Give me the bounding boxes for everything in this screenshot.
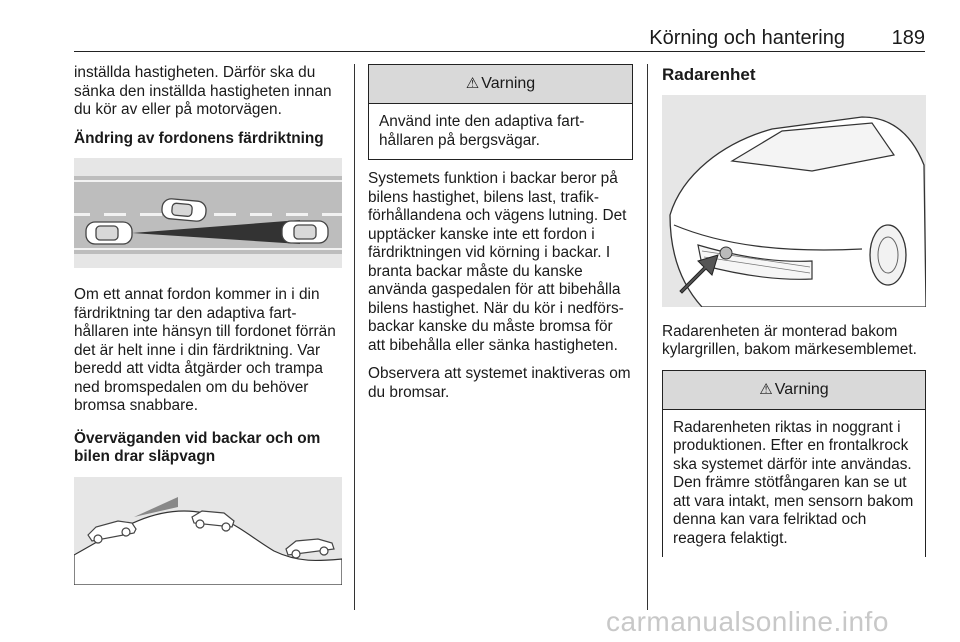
radar-location-paragraph: Radarenheten är monterad bakom kylargrillen, bakom märkesemblemet. [662, 322, 917, 358]
warning-box-radar-alignment [662, 370, 926, 558]
section-heading-direction-change: Ändring av fordonens färdriktning [74, 129, 324, 147]
section-heading-hills: Överväganden vid backar och om bilen drar släpvagn [74, 429, 321, 465]
warning-triangle-icon: ⚠ [759, 380, 773, 398]
direction-change-paragraph: Om ett annat fordon kommer in i din färdriktning tar den adaptiva farthållaren inte hänsyn till fordonet förrän det är helt inne i din färdriktning. Var beredd att vidta åtgärder och trampa ned bromspedalen om du behöver bromsa snabbare. [74, 286, 336, 414]
warning-header [369, 65, 632, 104]
watermark-text: carmanualsonline.info [606, 606, 889, 637]
car-merging [161, 198, 207, 222]
column-divider-2 [647, 64, 648, 610]
column-divider-1 [354, 64, 355, 610]
warning-triangle-icon: ⚠ [465, 75, 480, 92]
page-header [74, 27, 925, 52]
page-title: Körning och hantering [649, 27, 845, 49]
lane-change-illustration [74, 158, 342, 268]
column-1 [74, 64, 342, 585]
column-2 [368, 64, 633, 412]
warning-header [663, 371, 925, 410]
warning-text: Radarenheten riktas in noggrant i produktionen. Efter en frontalkrock ska systemet därför inte användas. Den främre stötfångaren kan se ut att vara intakt, men sensorn bakom denna kan vara felriktad och reagera felaktigt. [673, 418, 914, 547]
warning-text: Använd inte den adaptiva farthållaren på bergsvägar. [379, 113, 585, 149]
intro-paragraph: inställda hastigheten. Därför ska du sänka den inställda hastigheten innan du kör av eller på motorvägen. [74, 64, 332, 118]
warning-title: Varning [481, 75, 536, 92]
section-heading-radar: Radarenhet [662, 65, 756, 84]
hill-driving-illustration [74, 477, 342, 585]
warning-box-mountain-roads [368, 64, 633, 160]
warning-title: Varning [774, 380, 829, 398]
car-ego [86, 222, 132, 244]
braking-paragraph: Observera att systemet inaktiveras om du bromsar. [368, 365, 631, 401]
column-3 [662, 64, 926, 557]
hills-paragraph: Systemets funktion i backar beror på bilens hastighet, bilens last, trafikförhållandena och vägens lutning. Det upptäcker kanske inte ett fordon i färdriktningen vid körning i backar. I branta backar måste du kanske använda gaspedalen för att bibehålla bilens hastighet. När du kör i nedförsbackar kanske du måste bromsa för att bibehålla eller sänka hastigheten. [368, 170, 627, 354]
page-number: 189 [891, 27, 925, 49]
car-ahead [282, 221, 328, 243]
radar-unit-car-illustration [662, 95, 926, 307]
